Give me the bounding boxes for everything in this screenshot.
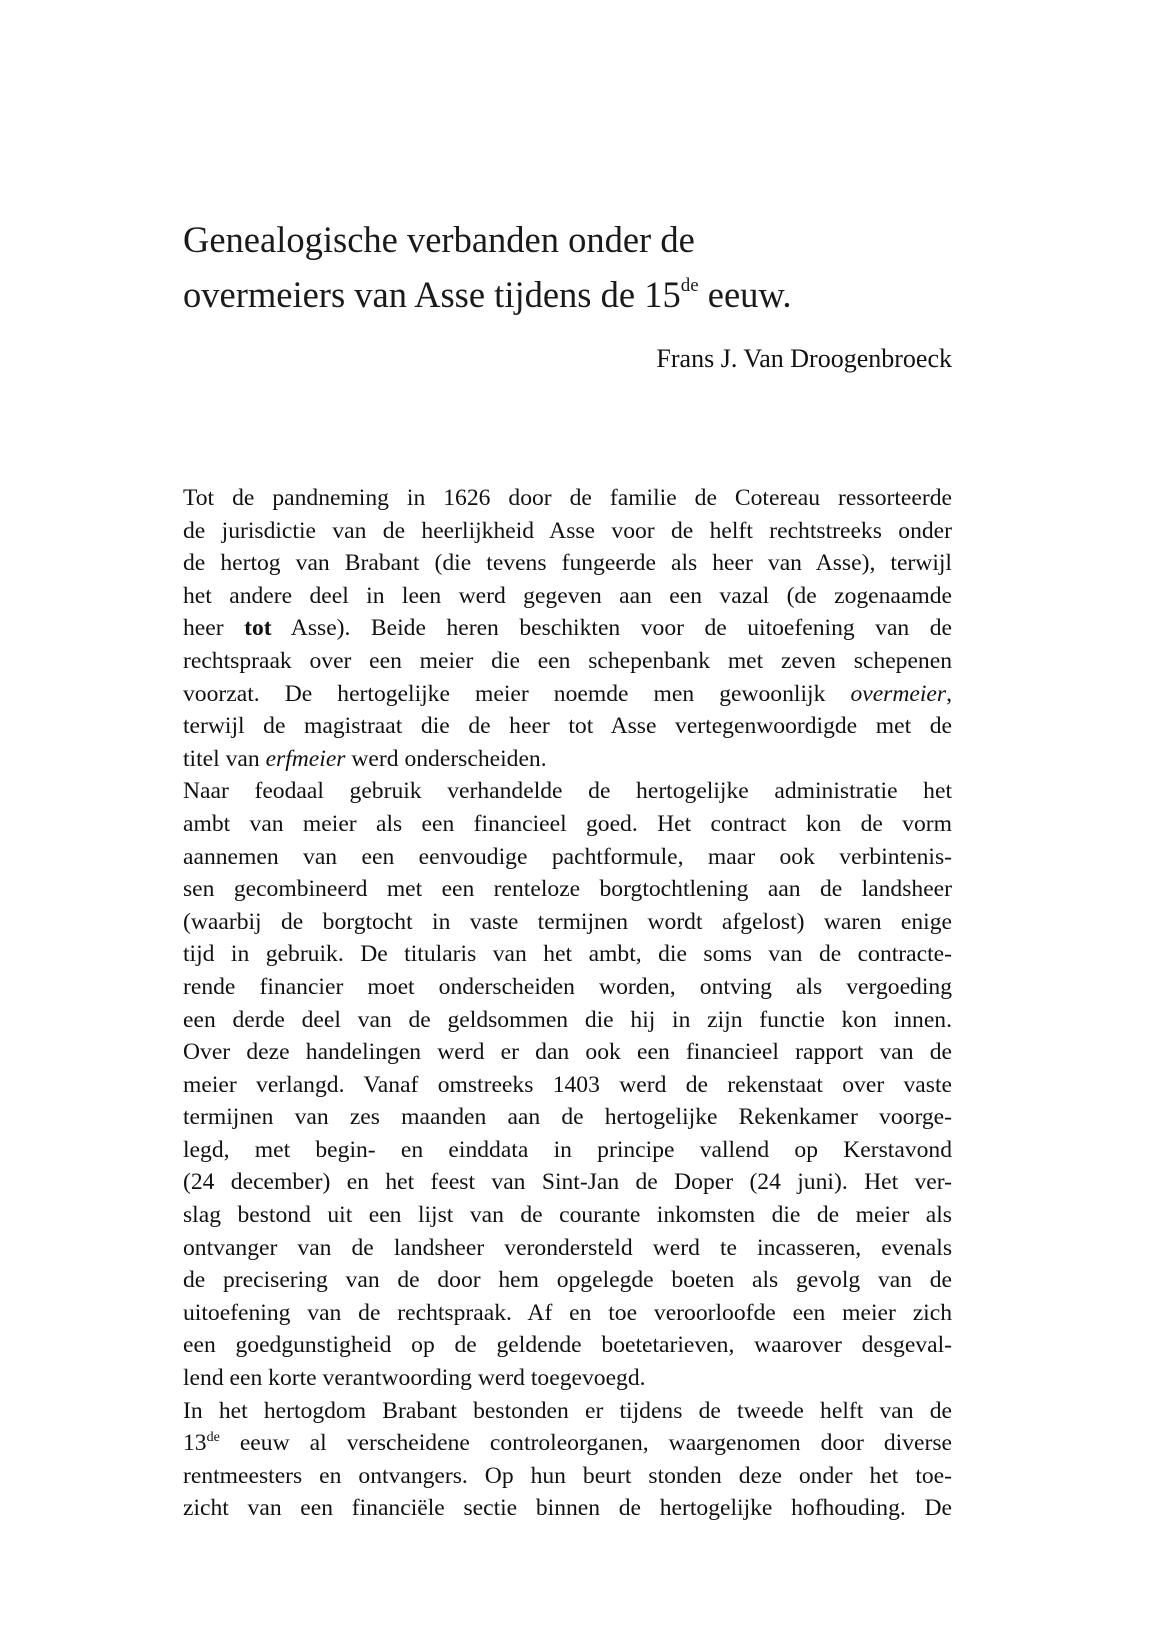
text-line: Tot de pandneming in 1626 door de familie de Cotereau ressorteerde: [183, 485, 952, 511]
title-line-2: [183, 274, 792, 315]
title-line-2-text: overmeiers van Asse tijdens de 15: [183, 274, 681, 315]
text-line: In het hertogdom Brabant bestonden er tijdens de tweede helft van de: [183, 1397, 952, 1424]
text-line: Naar feodaal gebruik verhandelde de hertogelijke administratie het: [183, 778, 952, 805]
text-line: (24 december) en het feest van Sint-Jan de Doper (24 juni). Het ver-: [183, 1169, 952, 1196]
text-line: uitoefening van de rechtspraak. Af en toe veroorloofde een meier zich: [183, 1299, 952, 1326]
text-line: lend een korte verantwoording werd toegevoegd.: [183, 1365, 646, 1392]
body-text: [183, 482, 952, 1525]
title-superscript: de: [680, 275, 699, 296]
text-line: sen gecombineerd met een renteloze borgtochtlening aan de landsheer: [183, 876, 952, 903]
text-line: de precisering van de door hem opgelegde boeten als gevolg van de: [183, 1267, 952, 1294]
paragraph-2: [183, 775, 952, 1394]
text-line: rentmeesters en ontvangers. Op hun beurt stonden deze onder het toe-: [183, 1462, 952, 1489]
document-title: [183, 212, 963, 322]
text-run: voorzat. De hertogelijke meier noemde men gewoonlijk: [183, 680, 851, 707]
text-line: een goedgunstigheid op de geldende boetetarieven, waarover desgeval-: [183, 1332, 952, 1359]
italic-term: overmeier: [850, 680, 947, 707]
text-run: heer: [183, 615, 245, 642]
text-line: rende financier moet onderscheiden worden, ontving als vergoeding: [183, 973, 952, 1000]
text-line: de jurisdictie van de heerlijkheid Asse voor de helft rechtstreeks onder: [183, 517, 952, 544]
paragraph-1: [183, 482, 952, 775]
century-superscript: de: [206, 1430, 220, 1446]
text-line: slag bestond uit een lijst van de courante inkomsten die de meier als: [183, 1202, 952, 1229]
text-line: [183, 678, 952, 711]
text-line: aannemen van een eenvoudige pachtformule, maar ook verbintenis-: [183, 843, 952, 870]
title-line-2-end: eeuw.: [698, 274, 792, 315]
century-number: 13: [183, 1430, 207, 1457]
text-line: ambt van meier als een financieel goed. Het contract kon de vorm: [183, 810, 952, 837]
text-run: titel van: [183, 745, 266, 772]
text-line: een derde deel van de geldsommen die hij in zijn functie kon innen.: [183, 1006, 952, 1033]
text-run: Asse). Beide heren beschikten voor de uitoefening van de: [271, 615, 952, 642]
text-line: (waarbij de borgtocht in vaste termijnen wordt afgelost) waren enige: [183, 908, 952, 935]
text-line: [183, 612, 952, 645]
bold-word: tot: [244, 615, 272, 642]
text-line: de hertog van Brabant (die tevens fungeerde als heer van Asse), terwijl: [183, 550, 952, 577]
text-line: Over deze handelingen werd er dan ook een financieel rapport van de: [183, 1039, 952, 1066]
text-line: termijnen van zes maanden aan de hertogelijke Rekenkamer voorge-: [183, 1104, 952, 1131]
text-line: tijd in gebruik. De titularis van het ambt, die soms van de contracte-: [183, 941, 952, 968]
text-line: meier verlangd. Vanaf omstreeks 1403 werd de rekenstaat over vaste: [183, 1071, 952, 1098]
text-line: rechtspraak over een meier die een schepenbank met zeven schepenen: [183, 647, 952, 674]
paragraph-3: [183, 1395, 952, 1525]
italic-term: erfmeier: [265, 745, 346, 772]
text-line: het andere deel in leen werd gegeven aan een vazal (de zogenaamde: [183, 582, 952, 609]
text-line: ontvanger van de landsheer verondersteld werd te incasseren, evenals: [183, 1234, 952, 1261]
text-line: terwijl de magistraat die de heer tot Asse vertegenwoordigde met de: [183, 713, 952, 740]
text-line: zicht van een financiële sectie binnen de hertogelijke hofhouding. De: [183, 1495, 952, 1522]
text-line: [183, 1427, 952, 1460]
text-run: ,: [946, 680, 952, 707]
text-line: legd, met begin- en einddata in principe vallend op Kerstavond: [183, 1136, 952, 1163]
text-run: werd onderscheiden.: [345, 745, 547, 772]
text-run: eeuw al verscheidene controleorganen, waargenomen door diverse: [219, 1430, 952, 1457]
author-name: Frans J. Van Droogenbroeck: [656, 344, 952, 373]
title-line-1: Genealogische verbanden onder de: [183, 219, 695, 260]
text-line: [183, 743, 952, 776]
